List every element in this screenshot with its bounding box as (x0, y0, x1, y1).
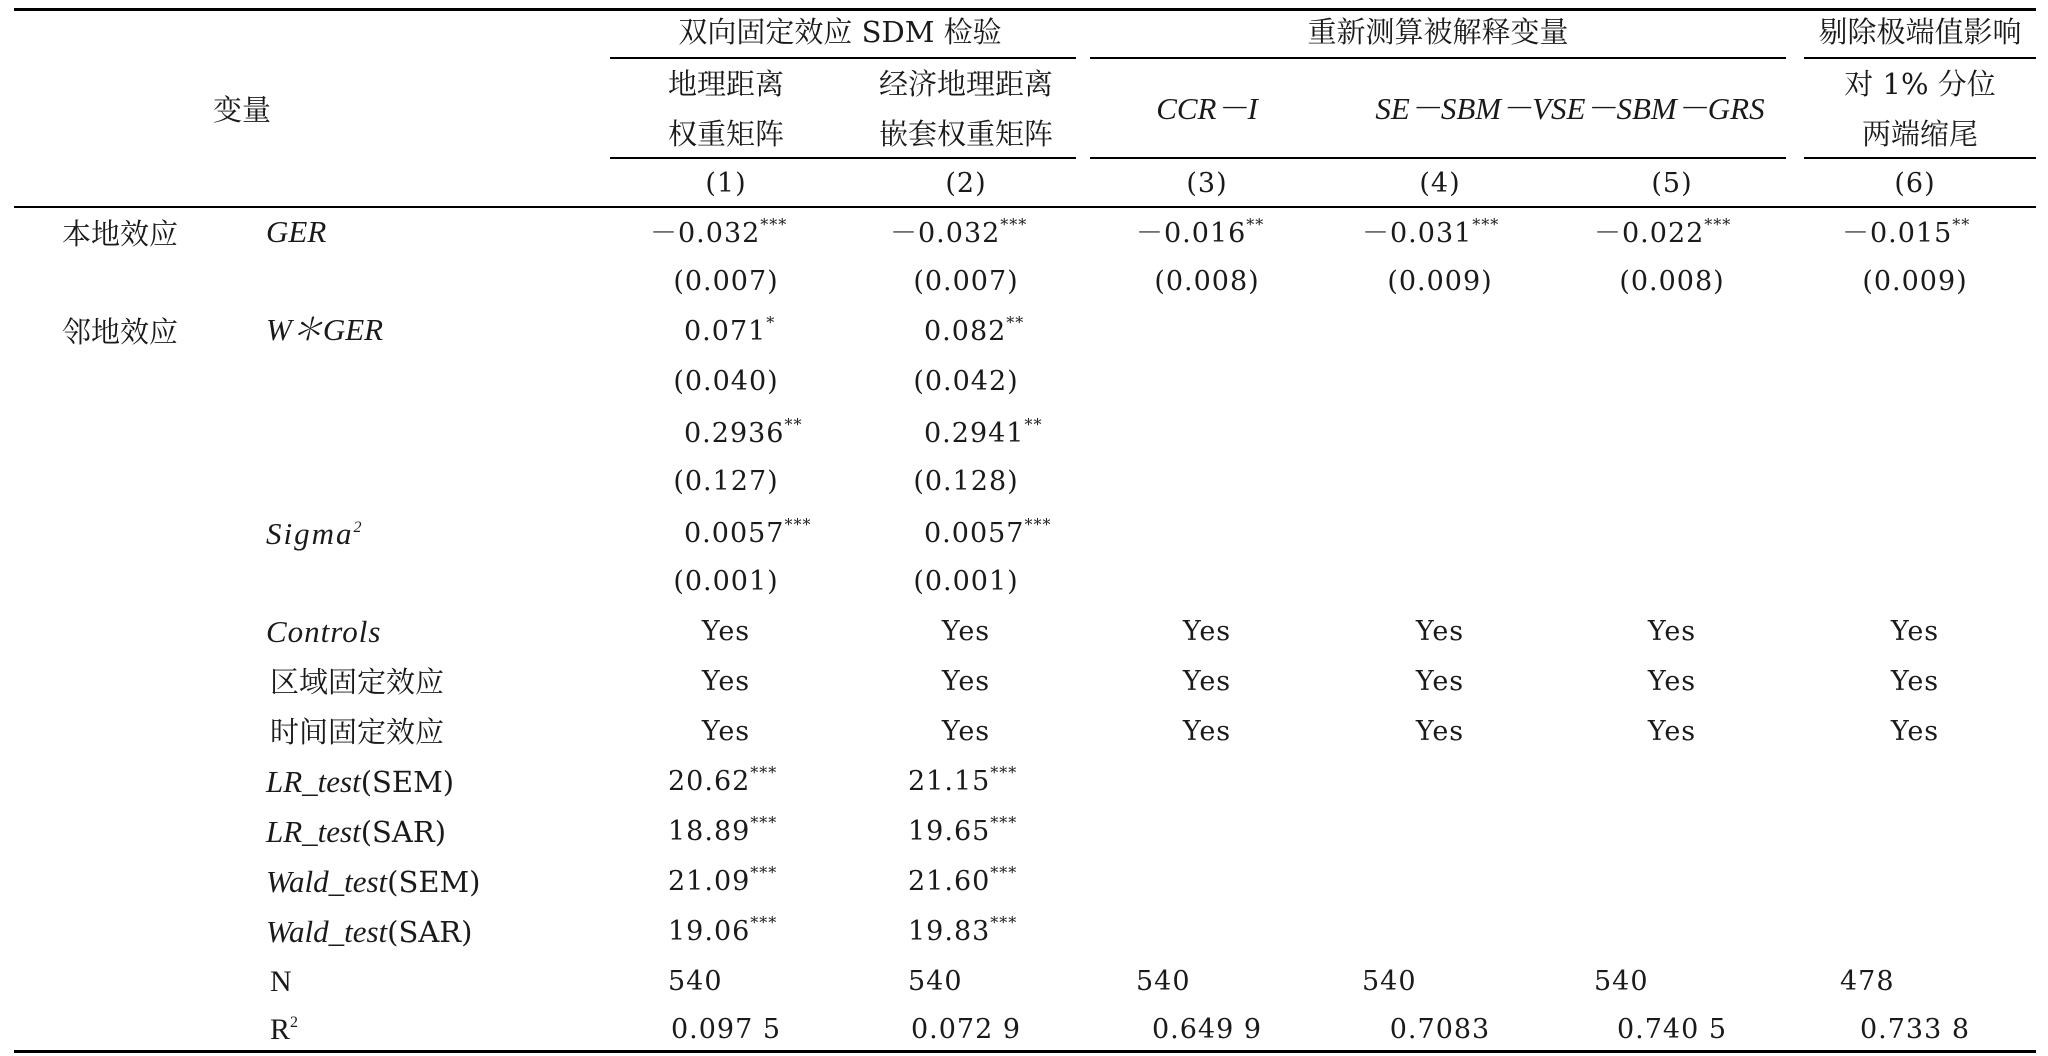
cell-ger-se-4: (0.009) (1387, 266, 1493, 297)
subheader-econgeo-1: 经济地理距离 (878, 67, 1054, 101)
cell-time-fe-3: Yes (1182, 716, 1232, 747)
group-header-remeasure: 重新测算被解释变量 (1307, 15, 1569, 49)
cell-wger-se-1: (0.040) (673, 366, 779, 397)
row-label-controls: Controls (266, 614, 382, 649)
row-label-wger: W＊GER (266, 312, 384, 347)
cell-rho-2: 0.2941** (924, 415, 1043, 449)
group1-underline (610, 57, 1076, 59)
cell-wald-sem-2: 21.60*** (908, 863, 1018, 897)
cell-ger-se-5: (0.008) (1619, 266, 1725, 297)
subheader-geo-1: 地理距离 (667, 67, 785, 101)
cell-ger-5: －0.022*** (1594, 215, 1732, 249)
cell-sigma-1: 0.0057*** (684, 515, 812, 549)
cell-n-4: 540 (1362, 966, 1417, 997)
cell-ger-6: －0.015** (1842, 215, 1971, 249)
cell-wald-sem-1: 21.09*** (668, 863, 778, 897)
cell-region-fe-3: Yes (1182, 666, 1232, 697)
cell-rho-se-1: (0.127) (673, 466, 779, 497)
row-group-neighbor-effect: 邻地效应 (62, 315, 179, 349)
cell-region-fe-6: Yes (1890, 666, 1940, 697)
cell-n-2: 540 (908, 966, 963, 997)
cell-time-fe-2: Yes (941, 716, 991, 747)
row-label-time-fe: 时间固定效应 (270, 715, 445, 749)
row-label-wald-sem: Wald_test(SEM) (266, 864, 481, 899)
cell-region-fe-2: Yes (941, 666, 991, 697)
cell-time-fe-1: Yes (701, 716, 751, 747)
row-label-sigma: Sigma$^2$ (266, 516, 363, 551)
col-number-5: (5) (1651, 168, 1693, 199)
cell-ger-4: －0.031*** (1362, 215, 1500, 249)
cell-sigma-se-1: (0.001) (673, 566, 779, 597)
row-label-r2: $R^2$ (270, 1013, 300, 1046)
row-label-lr-sar: LR_test(SAR) (266, 814, 447, 849)
col-number-6: (6) (1894, 168, 1936, 199)
subheader-econgeo-2: 嵌套权重矩阵 (878, 117, 1054, 151)
cell-n-1: 540 (668, 966, 723, 997)
col-number-2: (2) (945, 168, 987, 199)
cell-rho-1: 0.2936** (684, 415, 803, 449)
row-label-region-fe: 区域固定效应 (270, 665, 445, 699)
cell-sigma-2: 0.0057*** (924, 515, 1052, 549)
subheader-sbm: SE－SBM－VSE－SBM－GRS (1375, 91, 1765, 126)
cell-wger-2: 0.082** (924, 313, 1025, 347)
subheader3-underline (1804, 157, 2036, 159)
group3-underline (1804, 57, 2036, 59)
cell-wger-se-2: (0.042) (913, 366, 1019, 397)
group-header-winsorize: 剔除极端值影响 (1818, 15, 2022, 49)
cell-r2-5: 0.740 5 (1616, 1014, 1728, 1045)
cell-ger-3: －0.016** (1136, 215, 1265, 249)
row-label-lr-sem: LR_test(SEM) (266, 764, 455, 799)
cell-sigma-se-2: (0.001) (913, 566, 1019, 597)
cell-ger-se-3: (0.008) (1154, 266, 1260, 297)
cell-rho-se-2: (0.128) (913, 466, 1019, 497)
subheader2-underline (1090, 157, 1786, 159)
cell-controls-2: Yes (941, 616, 991, 647)
variable-header: 变量 (212, 93, 272, 127)
cell-lr-sar-2: 19.65*** (908, 813, 1018, 847)
subheader-winsor-2: 两端缩尾 (1861, 117, 1979, 151)
cell-time-fe-6: Yes (1890, 716, 1940, 747)
subheader-winsor-1: 对 1% 分位 (1844, 67, 1996, 101)
row-label-n: N (270, 965, 292, 998)
cell-time-fe-5: Yes (1647, 716, 1697, 747)
cell-wald-sar-1: 19.06*** (668, 913, 778, 947)
cell-r2-2: 0.072 9 (910, 1014, 1022, 1045)
cell-lr-sar-1: 18.89*** (668, 813, 778, 847)
cell-ger-1: －0.032*** (650, 215, 788, 249)
cell-region-fe-1: Yes (701, 666, 751, 697)
col-number-4: (4) (1419, 168, 1461, 199)
subheader-ccr: CCR－I (1156, 91, 1258, 126)
cell-wger-1: 0.071* (684, 313, 776, 347)
col-number-3: (3) (1186, 168, 1228, 199)
subheader-geo-2: 权重矩阵 (667, 117, 785, 151)
cell-region-fe-4: Yes (1415, 666, 1465, 697)
cell-n-5: 540 (1594, 966, 1649, 997)
cell-ger-se-1: (0.007) (673, 266, 779, 297)
cell-controls-3: Yes (1182, 616, 1232, 647)
cell-ger-2: －0.032*** (890, 215, 1028, 249)
row-group-local-effect: 本地效应 (62, 217, 179, 251)
cell-ger-se-6: (0.009) (1862, 266, 1968, 297)
cell-r2-4: 0.7083 (1389, 1014, 1491, 1045)
cell-time-fe-4: Yes (1415, 716, 1465, 747)
cell-wald-sar-2: 19.83*** (908, 913, 1018, 947)
cell-ger-se-2: (0.007) (913, 266, 1019, 297)
cell-controls-6: Yes (1890, 616, 1940, 647)
cell-n-3: 540 (1136, 966, 1191, 997)
cell-controls-4: Yes (1415, 616, 1465, 647)
cell-controls-5: Yes (1647, 616, 1697, 647)
bottom-rule (14, 1050, 2036, 1053)
group2-underline (1090, 57, 1786, 59)
top-rule (14, 8, 2036, 11)
group-header-sdm: 双向固定效应 SDM 检验 (678, 15, 1002, 49)
cell-r2-6: 0.733 8 (1859, 1014, 1971, 1045)
cell-r2-1: 0.097 5 (670, 1014, 782, 1045)
cell-r2-3: 0.649 9 (1151, 1014, 1263, 1045)
cell-region-fe-5: Yes (1647, 666, 1697, 697)
row-label-wald-sar: Wald_test(SAR) (266, 914, 473, 949)
col-number-1: (1) (705, 168, 747, 199)
header-bottom-rule (14, 206, 2036, 208)
cell-controls-1: Yes (701, 616, 751, 647)
cell-n-6: 478 (1840, 966, 1895, 997)
row-label-ger: GER (266, 214, 327, 249)
subheader1-underline (610, 157, 1076, 159)
cell-lr-sem-1: 20.62*** (668, 763, 778, 797)
cell-lr-sem-2: 21.15*** (908, 763, 1018, 797)
